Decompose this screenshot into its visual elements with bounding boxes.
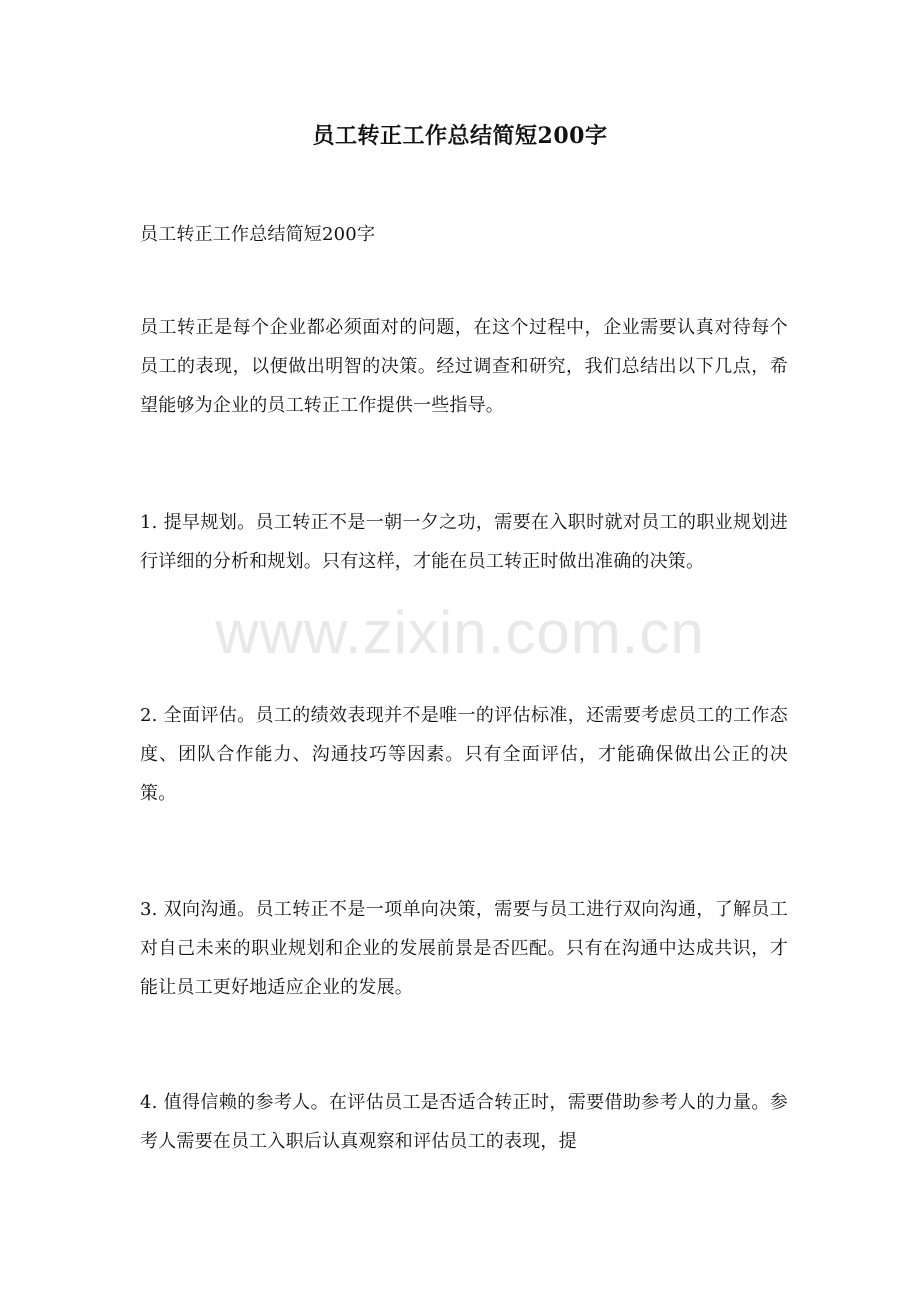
- paragraph-item-1: 1. 提早规划。员工转正不是一朝一夕之功，需要在入职时就对员工的职业规划进行详细的分析和规划。只有这样，才能在员工转正时做出准确的决策。: [140, 512, 788, 572]
- paragraph-item-4: 4. 值得信赖的参考人。在评估员工是否适合转正时，需要借助参考人的力量。参考人需要在员工入职后认真观察和评估员工的表现，提: [140, 1092, 788, 1152]
- document-title: 员工转正工作总结简短200字: [312, 123, 608, 149]
- paragraph-item-3: 3. 双向沟通。员工转正不是一项单向决策，需要与员工进行双向沟通，了解员工对自己未来的职业规划和企业的发展前景是否匹配。只有在沟通中达成共识，才能让员工更好地适应企业的发展。: [140, 899, 788, 998]
- paragraph-item-2: 2. 全面评估。员工的绩效表现并不是唯一的评估标准，还需要考虑员工的工作态度、团队合作能力、沟通技巧等因素。只有全面评估，才能确保做出公正的决策。: [140, 705, 788, 804]
- document-subtitle: 员工转正工作总结简短200字: [140, 224, 376, 245]
- watermark: www.zixin.com.cn: [215, 599, 705, 666]
- paragraph-intro: 员工转正是每个企业都必须面对的问题，在这个过程中，企业需要认真对待每个员工的表现，以便做出明智的决策。经过调查和研究，我们总结出以下几点，希望能够为企业的员工转正工作提供一些指导。: [140, 317, 788, 416]
